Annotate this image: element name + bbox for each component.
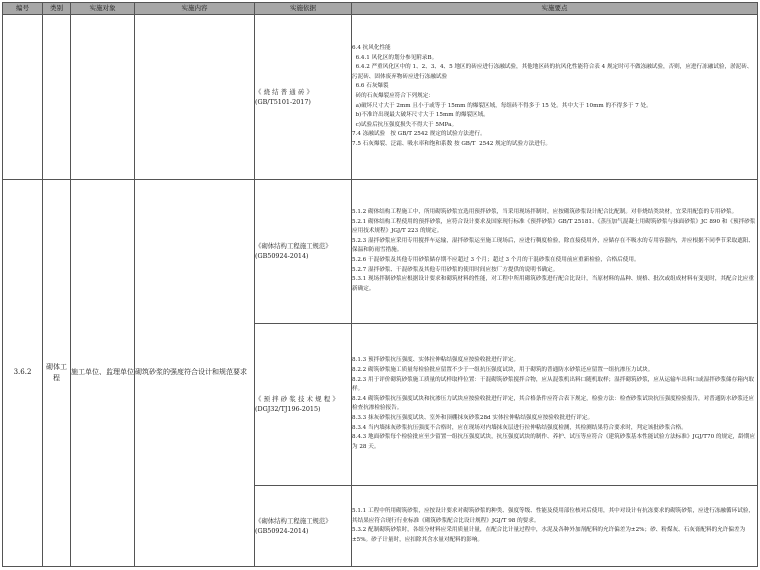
point-line: 6.4 抗风化性能 <box>352 45 391 52</box>
points-cell <box>352 323 758 486</box>
points-cell <box>352 486 758 567</box>
empty-cell <box>71 15 135 180</box>
table-row <box>3 179 758 323</box>
point-line: 7.4 冻融试验 按 GB/T 2542 规定的试验方法进行。 <box>352 131 486 138</box>
point-line: 6.4.1 风化区的划分参见附录B。 <box>352 54 438 61</box>
point-line: 8.2.2 砌筑砂浆施工质量每检验批应留置不少于一组抗压强度试块，用于砌筑的普通防水砂浆还应留置一组抗渗压力试块。 <box>352 367 654 374</box>
basis-cell <box>255 323 352 486</box>
point-line: 8.3.3 抹灰砂浆抗压强度试块、室外和顶棚抹灰砂浆28d 实体拉伸粘结强度应按验收批进行评定。 <box>352 415 594 422</box>
basis-title: 《烧结普通砖》 <box>255 87 316 96</box>
table-row <box>3 15 758 180</box>
header-row <box>3 3 758 15</box>
points-cell <box>352 15 758 180</box>
point-line: 5.2.3 湿拌砂浆应采用专用搅拌车运输，湿拌砂浆运至施工现场后，应进行稠度检验，除直接使用外，应储存在不吸水的专用容器内，并应根据不同季节采取遮阳、保温和防雨雪措施。 <box>352 237 754 254</box>
header-basis: 实施依据 <box>255 3 352 15</box>
point-line: 7.5 石灰爆裂、泛霜、吸水率和饱和系数 按 GB/T 2542 规定的试验方法进行。 <box>352 140 552 147</box>
point-line: 8.3.4 当内墙抹灰砂浆抗压强度不合格时，应在现场对内墙抹灰层进行拉伸粘结强度检测，其检测结果符合要求时，判定该批砂浆合格。 <box>352 424 687 431</box>
empty-cell <box>3 15 43 180</box>
basis-code: (GB50924-2014) <box>255 252 309 261</box>
point-line: 砖的石灰爆裂应符合下列规定： <box>352 92 434 99</box>
implementation-table <box>2 2 758 567</box>
header-target: 实施对象 <box>71 3 135 15</box>
header-id: 编号 <box>3 3 43 15</box>
header-content: 实施内容 <box>135 3 255 15</box>
point-line: 5.2.6 干混砂浆及其他专用砂浆储存期不应超过 3 个月；超过 3 个月的干混砂浆在使用前应重新检验，合格后使用。 <box>352 256 640 263</box>
point-line: 6.6 石灰爆裂 <box>352 83 389 90</box>
basis-code: (GB50924-2014) <box>255 527 309 536</box>
point-line: 5.3.1 现场拌制砂浆应根据设计要求和砌筑材料的性能，对工程中所用砌筑砂浆进行配合比设计，当原材料的品种、规格、批次或组成材料有变更时，其配合比应重新确定。 <box>352 276 754 292</box>
empty-cell <box>43 15 71 180</box>
basis-title: 《预拌砂浆技术规程》 <box>255 395 341 404</box>
basis-title: 《砌体结构工程施工规范》 <box>255 242 332 251</box>
points-cell <box>352 179 758 323</box>
point-line: a)破坏尺寸大于 2mm 且小于或等于 15mm 的爆裂区域，每组砖不得多于 15 处。其中大于 10mm 的不得多于 7 处。 <box>352 102 652 109</box>
point-line: 5.1.1 工程中所用砌筑砂浆，应按设计要求对砌筑砂浆的种类、强度等级、性能及使用部位核对后使用，其中对设计有抗冻要求的砌筑砂浆，应进行冻融循环试验，其结果应符合现行行业标准《砌筑砂浆配合比设计规程》JGJ/T 98 的要求。 <box>352 507 754 524</box>
point-line: b)不准许出现最大破坏尺寸大于 15mm 的爆裂区域。 <box>352 112 489 119</box>
basis-title: 《砌体结构工程施工规范》 <box>255 517 332 526</box>
point-line: 8.2.4 砌筑砂浆抗压强度试块和抗渗压力试块应按验收批进行评定，其合格条件应符合表下规定，检验方法：检查砂浆试块抗压强度检验报告，对普通防水砂浆还应检查抗渗检验报告。 <box>352 395 754 412</box>
item-id: 3.6.2 <box>3 179 43 566</box>
basis-code: (GB/T5101-2017) <box>255 97 311 106</box>
basis-code: (DGJ32/TJ196-2015) <box>255 405 321 414</box>
point-line: c)试验后抗压强度损失不得大于 5MPa。 <box>352 121 458 128</box>
item-target: 施工单位、监理单位 <box>71 179 135 566</box>
point-line: 8.1.3 预拌砂浆抗压强度、实体拉伸粘结强度应按验收批进行评定。 <box>352 357 520 364</box>
point-line: 5.3.2 配制砌筑砂浆时，各组分材料应采用质量计量，在配合比计量过程中，水泥及各种外加剂配料的允许偏差为±2%；砂、粉煤灰、石灰膏配料的允许偏差为±5%。砂子计量时，应扣除其含水量对配料的影响。 <box>352 527 746 543</box>
basis-cell <box>255 15 352 180</box>
point-line: 6.4.2 严重风化区中的 1、2、3、4、5 地区的砖应进行冻融试验，其他地区砖的抗风化性能符合表 4 规定时可不做冻融试验，否则，应进行冻融试验，淤泥砖、污泥砖、固体废弃物砖应进行冻融试验 <box>352 64 753 80</box>
header-category: 类别 <box>43 3 71 15</box>
point-line: 5.1.2 砌体结构工程施工中，所用砌筑砂浆宜选用预拌砂浆，当采用现场拌制时，应按砌筑砂浆设计配合比配制。对非烧结类块材，宜采用配套的专用砂浆。 <box>352 208 738 215</box>
basis-cell <box>255 179 352 323</box>
item-category: 砌体工程 <box>43 179 71 566</box>
point-line: 5.2.1 砌体结构工程使用的预拌砂浆，应符合设计要求及国家现行标准《预拌砂浆》GB/T 25181、《蒸压加气混凝土用砌筑砂浆与抹面砂浆》JC 890 和《预拌砂浆应用技术规程》JGJ/T 223 的规定。 <box>352 218 756 235</box>
header-points: 实施要点 <box>352 3 758 15</box>
point-line: 8.2.3 用于评价砌筑砂浆施工质量的试样取样位置：干混砌筑砂浆搅拌合物，应从混浆机出料口随机取样；湿拌砌筑砂浆，应从运输车出料口或湿拌砂浆储存箱内取样。 <box>352 376 754 393</box>
item-content: 砌筑砂浆的强度符合设计和规范要求 <box>135 179 255 566</box>
basis-cell <box>255 486 352 567</box>
empty-cell <box>135 15 255 180</box>
point-line: 5.2.7 湿拌砂浆、干混砂浆及其他专用砂浆的使用时间应按厂方提供的说明书确定。 <box>352 266 559 273</box>
point-line: 8.4.3 地面砂浆每个检验批应至少留置一组抗压强度试块，抗压强度试块的制作、养护、试压等应符合《建筑砂浆基本性能试验方法标准》JGJ/T70 的规定，龄期应为 28 天。 <box>352 434 756 450</box>
